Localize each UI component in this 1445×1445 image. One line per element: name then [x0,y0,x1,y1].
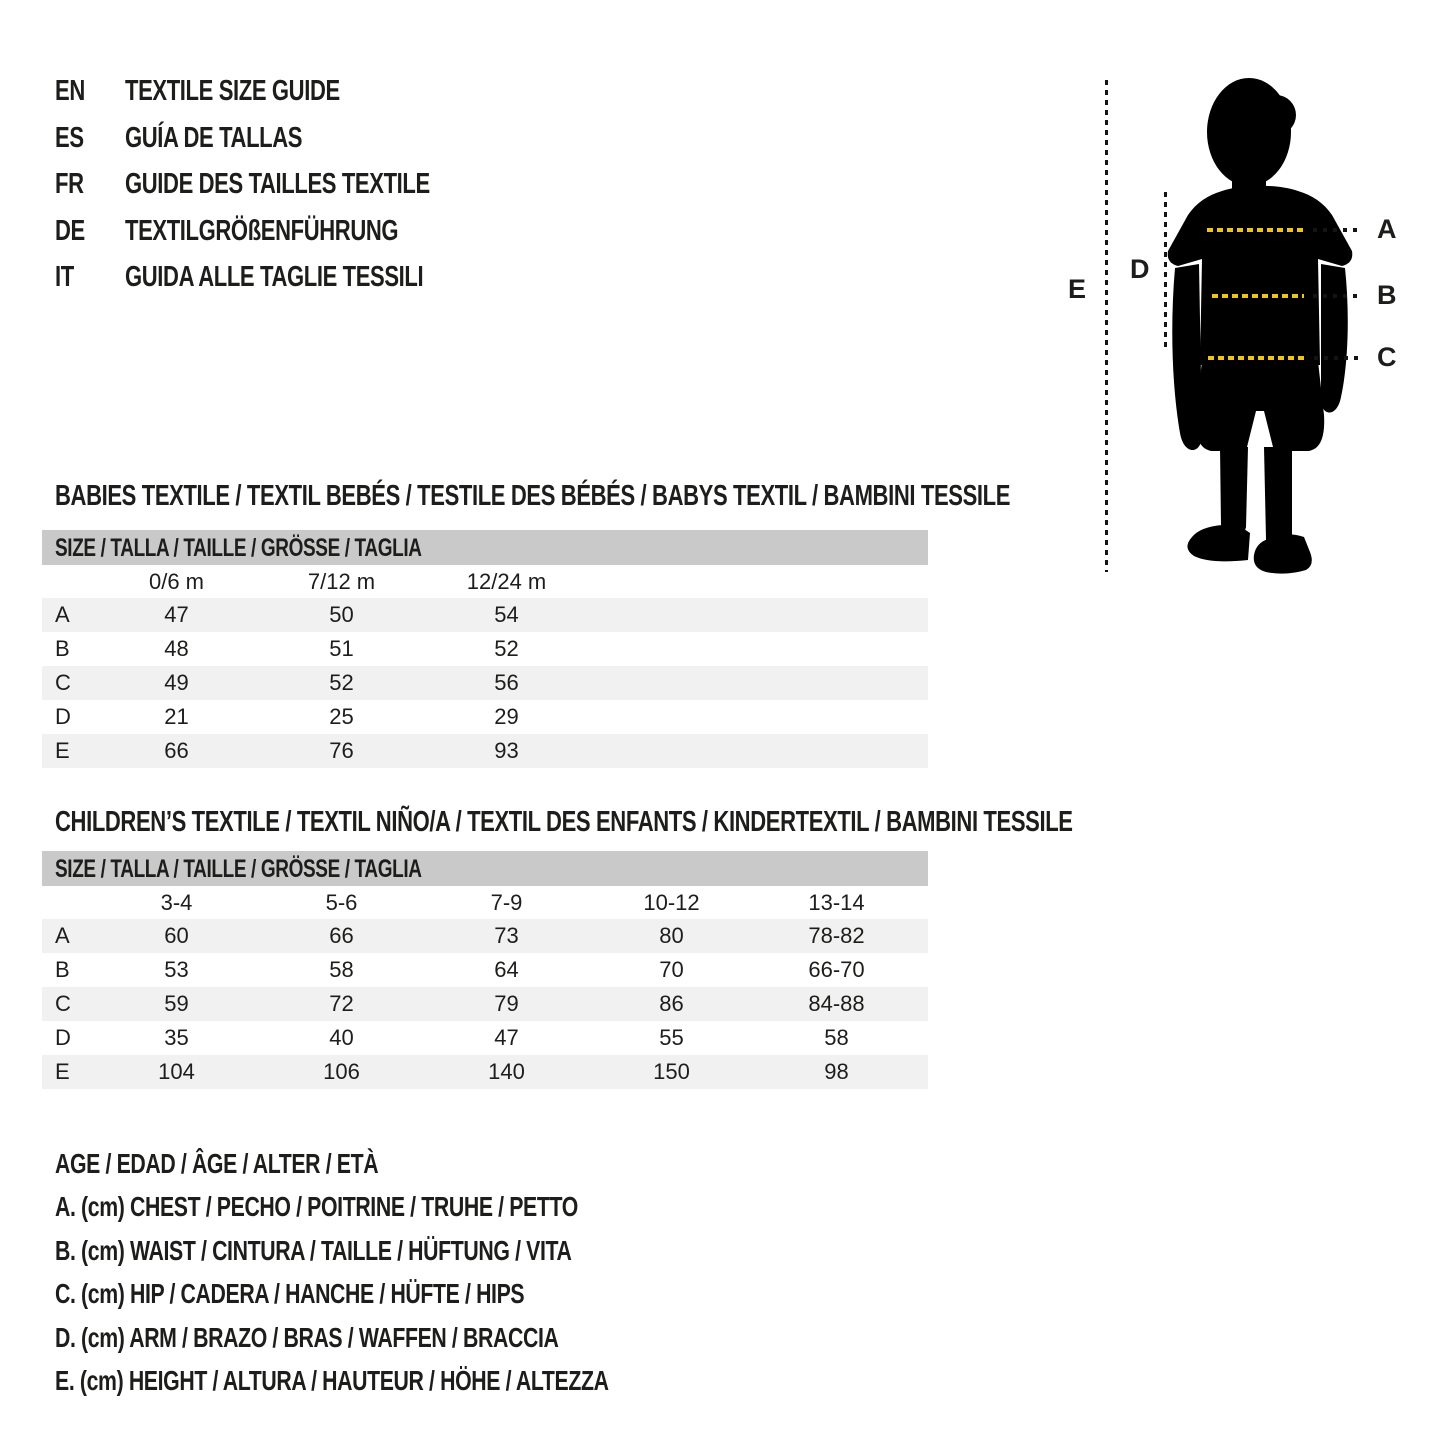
header-row-it [55,254,526,301]
lang-code: IT [55,261,74,293]
guide-title-fr: GUIDE DES TAILLES TEXTILE [125,168,430,200]
cell-value: 66-70 [808,957,865,982]
row-label: D [55,704,71,729]
header-row-es [55,115,526,162]
table-row [42,598,928,632]
hip-line-yellow [1208,356,1308,360]
table-row [42,1021,928,1055]
marker-label-b: B [1377,280,1397,310]
table-row [42,987,928,1021]
cell-value: 78-82 [808,923,865,948]
chest-line-dots [1313,228,1363,232]
lang-code: ES [55,121,84,154]
cell-value: 54 [494,602,519,627]
cell-value: 58 [329,957,354,982]
babies-size-header-bar: SIZE / TALLA / TAILLE / GRÖSSE / TAGLIA [42,530,928,565]
measurement-legend [55,1142,783,1402]
header-row-en [55,68,526,115]
cell-value: 35 [164,1025,189,1050]
cell-value: 53 [164,957,189,982]
marker-label-d: D [1130,254,1150,284]
cell-value: 84-88 [808,991,865,1016]
column-header: 13-14 [808,890,865,915]
column-header: 12/24 m [466,569,547,594]
cell-value: 52 [329,670,354,695]
guide-title-es: GUÍA DE TALLAS [125,121,303,154]
guide-title-de: TEXTILGRÖßENFÜHRUNG [125,214,399,247]
guide-title-it: GUIDA ALLE TAGLIE TESSILI [125,261,424,293]
table-row [42,734,928,768]
row-label: A [55,923,70,948]
table-row [42,1055,928,1089]
babies-section-title: BABIES TEXTILE / TEXTIL BEBÉS / TESTILE DES BÉBÉS / BABYS TEXTIL / BAMBINI TESSILE [55,480,1011,512]
table-row [42,632,928,666]
marker-label-a: A [1377,214,1397,244]
babies-column-headers [42,565,928,598]
row-label: C [55,991,71,1016]
cell-value: 52 [494,636,519,661]
marker-label-e: E [1068,274,1087,304]
cell-value: 59 [164,991,189,1016]
cell-value: 104 [158,1059,195,1084]
row-label: E [55,738,70,763]
cell-value: 73 [494,923,519,948]
table-row [42,953,928,987]
lang-code: EN [55,75,85,107]
column-header: 10-12 [643,890,700,915]
waist-line-dots [1313,294,1363,298]
cell-value: 56 [494,670,519,695]
cell-value: 66 [329,923,354,948]
arm-measure-line-d [1164,192,1167,352]
babies-size-table [42,530,928,768]
cell-value: 21 [164,704,189,729]
cell-value: 25 [329,704,354,729]
row-label: B [55,957,70,982]
table-row [42,666,928,700]
cell-value: 55 [659,1025,684,1050]
header-row-fr [55,161,526,208]
cell-value: 50 [329,602,354,627]
chest-line-yellow [1207,228,1307,232]
row-label: A [55,602,70,627]
row-label: C [55,670,71,695]
cell-value: 60 [164,923,189,948]
column-header: 7/12 m [307,569,376,594]
legend-waist: B. (cm) WAIST / CINTURA / TAILLE / HÜFTUNG / VITA [55,1234,572,1266]
cell-value: 86 [659,991,684,1016]
cell-value: 47 [164,602,189,627]
legend-arm: D. (cm) ARM / BRAZO / BRAS / WAFFEN / BRACCIA [55,1321,559,1353]
cell-value: 72 [329,991,354,1016]
cell-value: 93 [494,738,519,763]
cell-value: 66 [164,738,189,763]
cell-value: 40 [329,1025,354,1050]
column-header: 5-6 [325,890,358,915]
column-header: 7-9 [490,890,523,915]
cell-value: 106 [323,1059,360,1084]
table-row [42,919,928,953]
legend-age: AGE / EDAD / ÂGE / ALTER / ETÀ [55,1148,379,1179]
language-header [55,68,526,301]
marker-label-c: C [1377,342,1397,372]
cell-value: 140 [488,1059,525,1084]
cell-value: 51 [329,636,354,661]
cell-value: 80 [659,923,684,948]
cell-value: 79 [494,991,519,1016]
hip-line-dots [1314,356,1364,360]
children-size-table [42,851,928,1089]
row-label: D [55,1025,71,1050]
cell-value: 29 [494,704,519,729]
table-row [42,700,928,734]
lang-code: FR [55,168,84,200]
cell-value: 64 [494,957,519,982]
cell-value: 49 [164,670,189,695]
header-row-de [55,208,526,255]
legend-hip: C. (cm) HIP / CADERA / HANCHE / HÜFTE / HIPS [55,1278,525,1310]
column-header: 0/6 m [148,569,205,594]
children-size-header-bar: SIZE / TALLA / TAILLE / GRÖSSE / TAGLIA [42,851,928,886]
children-section-title: CHILDREN’S TEXTILE / TEXTIL NIÑO/A / TEXTIL DES ENFANTS / KINDERTEXTIL / BAMBINI TESSILE [55,806,1073,838]
cell-value: 98 [824,1059,849,1084]
guide-title-en: TEXTILE SIZE GUIDE [125,75,340,107]
lang-code: DE [55,214,85,247]
row-label: B [55,636,70,661]
cell-value: 58 [824,1025,849,1050]
row-label: E [55,1059,70,1084]
cell-value: 47 [494,1025,519,1050]
cell-value: 150 [653,1059,690,1084]
cell-value: 70 [659,957,684,982]
legend-chest: A. (cm) CHEST / PECHO / POITRINE / TRUHE / PETTO [55,1191,578,1223]
column-header: 3-4 [160,890,193,915]
legend-height: E. (cm) HEIGHT / ALTURA / HAUTEUR / HÖHE / ALTEZZA [55,1364,609,1396]
cell-value: 48 [164,636,189,661]
children-column-headers [42,886,928,919]
waist-line-yellow [1212,294,1304,298]
cell-value: 76 [329,738,354,763]
